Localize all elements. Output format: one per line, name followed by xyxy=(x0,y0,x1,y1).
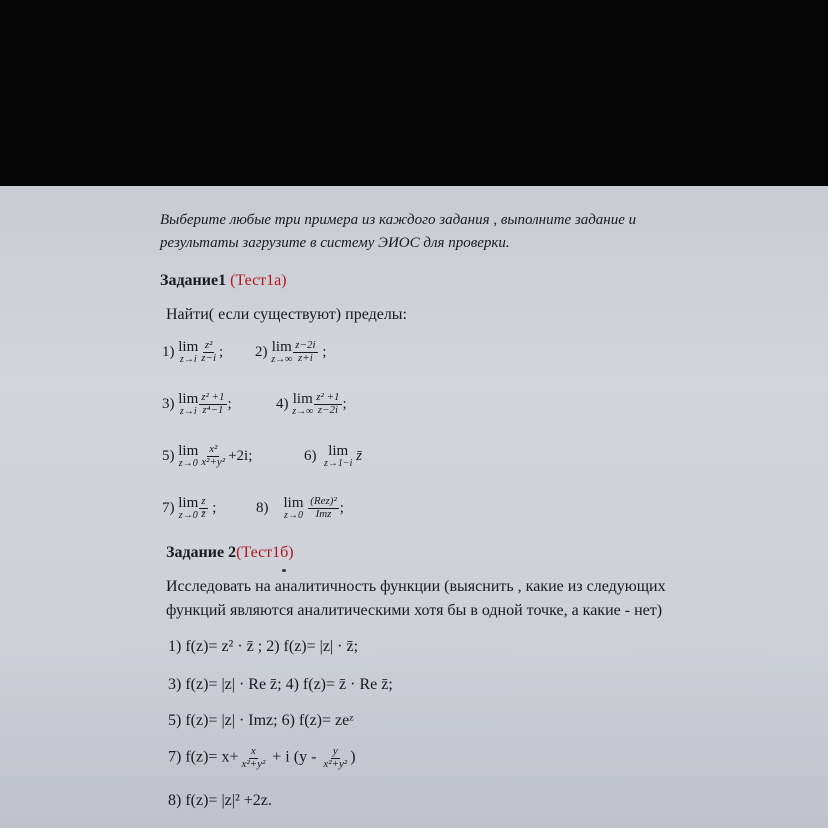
task1-title: Задание1 xyxy=(160,272,227,289)
limit-2: 2) lim z→∞ $\frac{z-2i}{z+i}$ ; xyxy=(255,339,327,365)
stray-dot xyxy=(282,569,286,572)
document-sheet xyxy=(0,186,828,828)
limit-7: 7) lim z→0 $\frac{z}{z̄}$ ; xyxy=(162,495,217,521)
task1-heading xyxy=(160,272,287,290)
limit-3: 3) lim z→i $\frac{\text{z² +1}}{\text{z⁴−1}}$ ; xyxy=(162,391,232,417)
limit-1: 1) lim z→i $\frac{\text{z²}}{z-i}$ ; xyxy=(162,339,224,365)
task1-test: (Тест1а) xyxy=(230,272,287,289)
limit-5: 5) lim z→0 $\frac{\text{x²}}{\text{x²+y²}}$ +2i; xyxy=(162,443,253,469)
limit-8: 8) lim z→0 $\frac{\text{(Rez)²}}{\text{Imz}}$ ; xyxy=(256,495,344,521)
intro-line-2: результаты загрузите в систему ЭИОС для проверки. xyxy=(160,235,510,251)
function-line-2: 3) f(z)= |z| · Re z̄; 4) f(z)= z̄ · Re z̄; xyxy=(168,676,393,693)
function-line-1: 1) f(z)= z² · z̄ ; 2) f(z)= |z| · z̄; xyxy=(168,638,359,655)
task2-test: (Тест1б) xyxy=(236,544,294,561)
limit-4: 4) lim z→∞ $\frac{\text{z² +1}}{z-2i}$ ; xyxy=(276,391,347,417)
limit-6: 6) lim z→1−i z̄ xyxy=(304,443,363,469)
function-line-4: 7) f(z)= x+ $\frac{x}{\text{x²+y²}}$ + i (y - $\frac{y}{\text{x²+y²}}$ ) xyxy=(168,745,356,770)
task2-prompt-2: функций являются аналитическими хотя бы в одной точке, а какие - нет) xyxy=(166,602,663,619)
function-line-3: 5) f(z)= |z| · Imz; 6) f(z)= zeᶻ xyxy=(168,712,354,729)
task2-prompt-1: Исследовать на аналитичность функции (выяснить , какие из следующих xyxy=(166,578,666,595)
task2-heading xyxy=(166,544,294,562)
task2-title: Задание 2 xyxy=(166,544,237,561)
dark-top-area xyxy=(0,0,828,186)
intro-line-1: Выберите любые три примера из каждого задания , выполните задание и xyxy=(160,212,637,228)
function-line-5: 8) f(z)= |z|² +2z. xyxy=(168,792,272,809)
task1-prompt: Найти( если существуют) пределы: xyxy=(166,306,407,323)
